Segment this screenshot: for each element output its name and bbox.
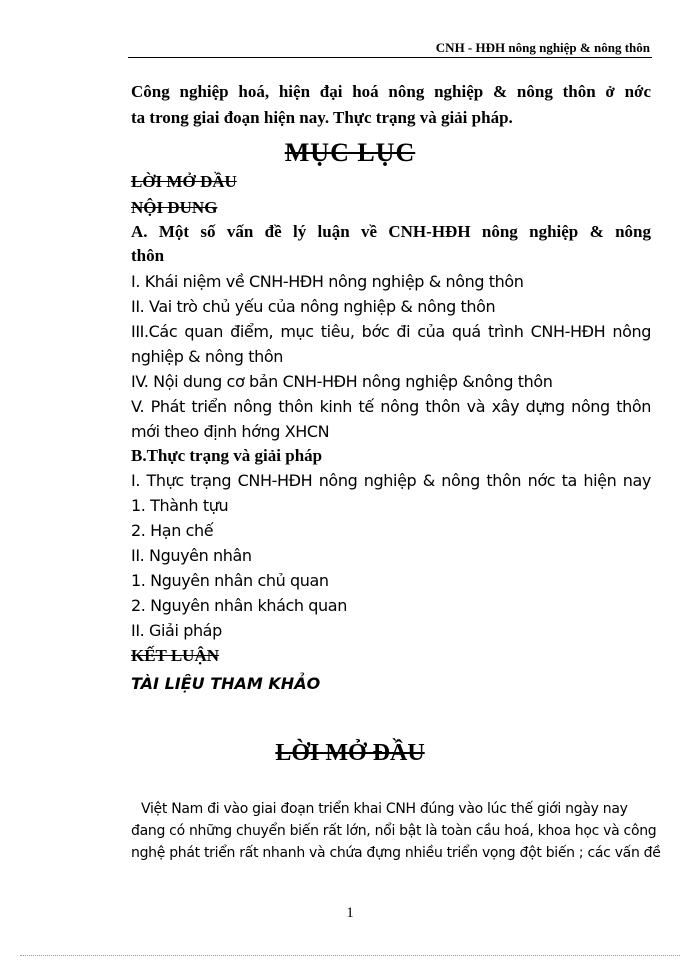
toc-item: II. Nguyên nhân — [131, 546, 252, 565]
toc-item: 2. Hạn chế — [131, 521, 214, 540]
toc-intro: LỜI MỞ ĐẦU — [131, 172, 237, 191]
intro-heading: LỜI MỞ ĐẦU — [275, 740, 425, 766]
toc-item: mới theo định hớng XHCN — [131, 422, 330, 441]
intro-paragraph-line: Việt Nam đi vào giai đoạn triển khai CNH đúng vào lúc thế giới ngày nay — [141, 801, 628, 817]
toc-item: II. Giải pháp — [131, 621, 222, 640]
toc-item: 2. Nguyên nhân khách quan — [131, 596, 347, 615]
toc-references: TÀI LIỆU THAM KHẢO — [131, 674, 321, 693]
toc-item: nghiệp & nông thôn — [131, 347, 283, 366]
intro-paragraph-line: đang có những chuyển biến rất lớn, nổi bật là toàn cầu hoá, khoa học và công — [131, 823, 657, 839]
page-bottom-rule — [20, 955, 680, 956]
running-header: CNH - HĐH nông nghiệp & nông thôn — [435, 40, 650, 55]
toc-heading: MỤC LỤC — [284, 138, 416, 167]
title-line-2: ta trong giai đoạn hiện nay. Thực trạng và giải pháp. — [131, 108, 513, 127]
toc-item: II. Vai trò chủ yếu của nông nghiệp & nông thôn — [131, 297, 496, 316]
toc-item: III.Các quan điểm, mục tiêu, bớc đi của quá trình CNH-HĐH nông — [131, 322, 651, 341]
toc-item: 1. Nguyên nhân chủ quan — [131, 571, 329, 590]
toc-content: NỘI DUNG — [131, 198, 218, 217]
toc-section-b: B.Thực trạng và giải pháp — [131, 446, 323, 465]
toc-item: IV. Nội dung cơ bản CNH-HĐH nông nghiệp &nông thôn — [131, 372, 553, 391]
toc-section-a-line1: A. Một số vấn đề lý luận về CNH-HĐH nông nghiệp & nông — [131, 222, 651, 241]
toc-section-a-line2: thôn — [131, 246, 165, 265]
toc-conclusion: KẾT LUẬN — [131, 646, 220, 665]
header-rule — [128, 57, 652, 58]
page-number: 1 — [346, 905, 354, 921]
toc-item: I. Khái niệm về CNH-HĐH nông nghiệp & nông thôn — [131, 272, 524, 291]
document-title — [131, 79, 651, 131]
toc-item: 1. Thành tựu — [131, 496, 229, 515]
title-line-1: Công nghiệp hoá, hiện đại hoá nông nghiệp & nông thôn ở nớc — [131, 82, 651, 101]
toc-item: I. Thực trạng CNH-HĐH nông nghiệp & nông thôn nớc ta hiện nay — [131, 471, 651, 490]
toc-item: V. Phát triển nông thôn kinh tế nông thôn và xây dựng nông thôn — [131, 397, 651, 416]
intro-paragraph-line: nghệ phát triển rất nhanh và chứa đựng nhiều triển vọng đột biến ; các vấn đề — [131, 845, 661, 861]
